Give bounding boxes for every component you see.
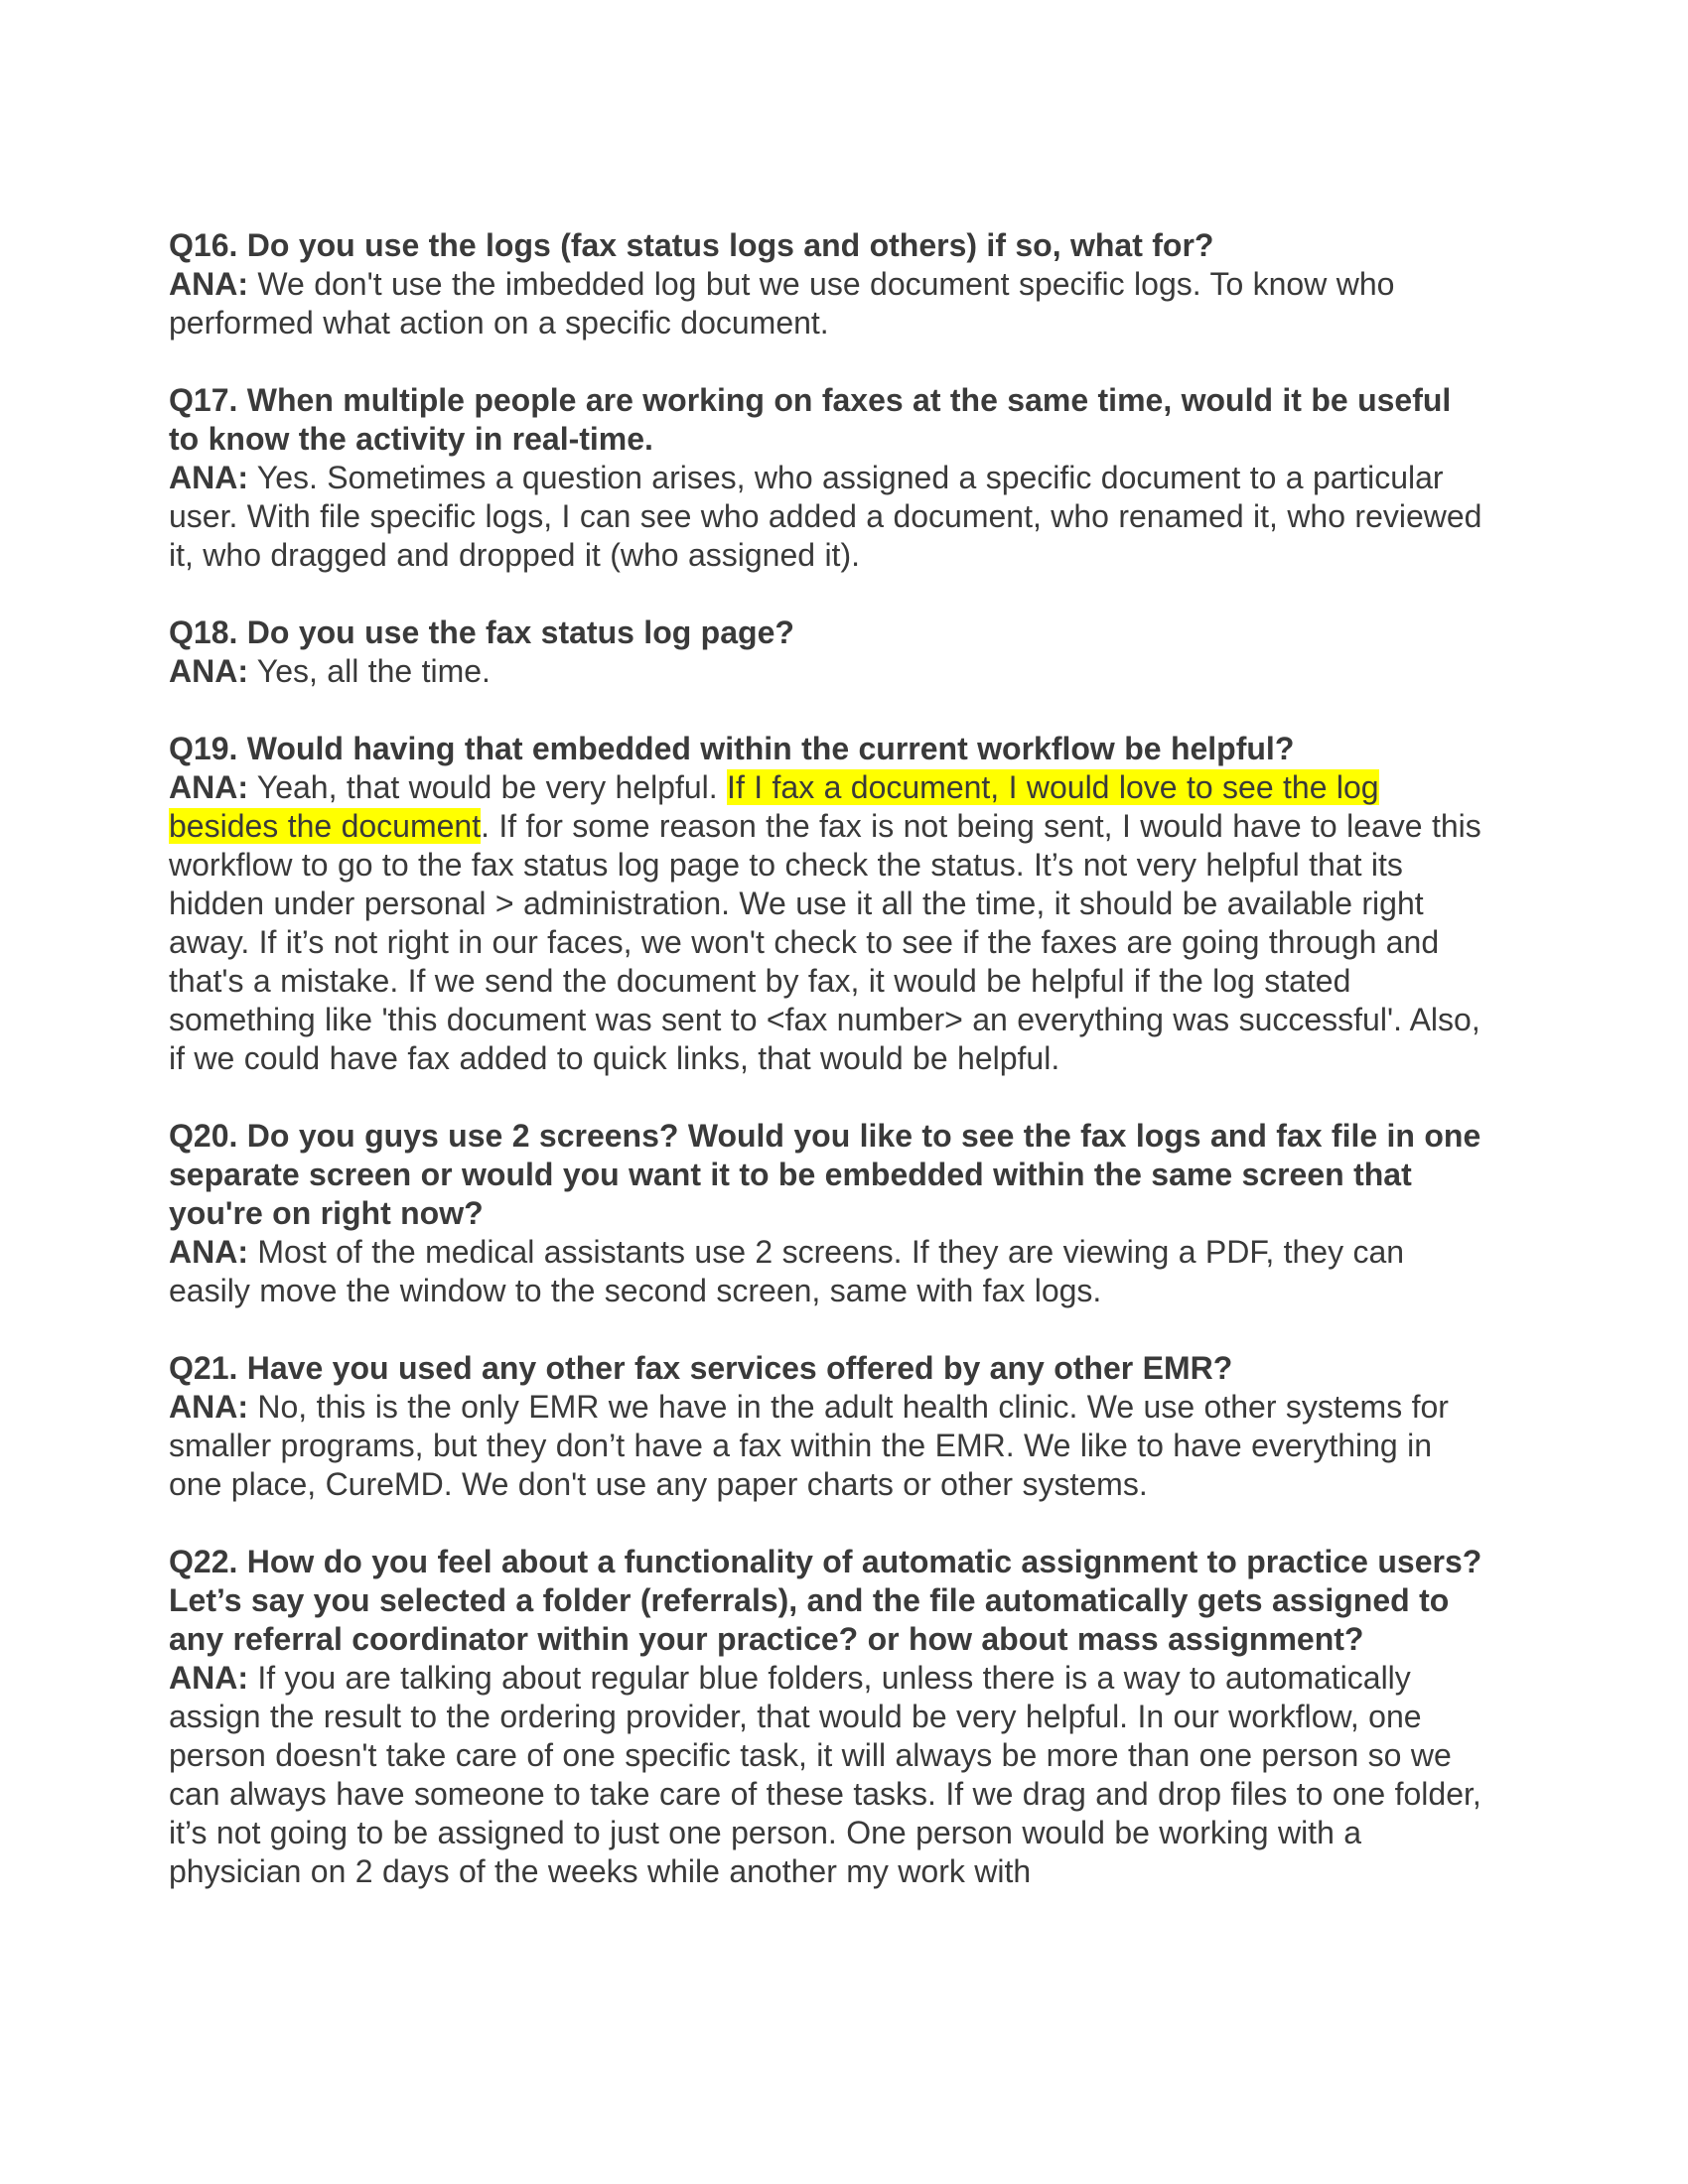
- highlighted-text: If I fax a document, I would love to see the log besides the document: [169, 769, 1379, 844]
- answer-segment: Yes, all the time.: [247, 653, 491, 689]
- qa-transcript: [169, 226, 1489, 1891]
- answer-text-q20: [169, 1233, 1489, 1310]
- answer-segment: If you are talking about regular blue folders, unless there is a way to automatically assign the result to the ordering provider, that would be very helpful. In our workflow, one person doesn't take care of one specific task, it will always be more than one person so we can always have someone to take care of these tasks. If we drag and drop files to one folder, it’s not going to be assigned to just one person. One person would be working with a physician on 2 days of the weeks while another my work with: [169, 1660, 1481, 1889]
- question-text-q19: Q19. Would having that embedded within the current workflow be helpful?: [169, 731, 1295, 766]
- answer-text-q19: [169, 768, 1489, 1078]
- answer-text-q18: [169, 652, 1489, 691]
- answer-text-q21: [169, 1388, 1489, 1504]
- speaker-label: ANA:: [169, 769, 248, 805]
- speaker-label: ANA:: [169, 1234, 248, 1270]
- answer-text-q16: [169, 265, 1489, 342]
- speaker-label: ANA:: [169, 266, 248, 302]
- qa-block-q21: [169, 1349, 1489, 1504]
- question-text-q21: Q21. Have you used any other fax services offered by any other EMR?: [169, 1350, 1233, 1386]
- answer-segment: . If for some reason the fax is not being sent, I would have to leave this workflow to go to the fax status log page to check the status. It’s not very helpful that its hidden under personal > administration. We use it all the time, it should be available right away. If it’s not right in our faces, we won't check to see if the faxes are going through and that's a mistake. If we send the document by fax, it would be helpful if the log stated something like 'this document was sent to <fax number> an everything was successful'. Also, if we could have fax added to quick links, that would be helpful.: [169, 808, 1481, 1076]
- answer-segment: Most of the medical assistants use 2 screens. If they are viewing a PDF, they can easily move the window to the second screen, same with fax logs.: [169, 1234, 1405, 1308]
- answer-text-q22: [169, 1659, 1489, 1891]
- question-text-q18: Q18. Do you use the fax status log page?: [169, 614, 794, 650]
- qa-block-q17: [169, 381, 1489, 575]
- question-text-q20: Q20. Do you guys use 2 screens? Would you like to see the fax logs and fax file in one separate screen or would you want it to be embedded within the same screen that you're on right now?: [169, 1118, 1481, 1231]
- answer-segment: No, this is the only EMR we have in the adult health clinic. We use other systems for smaller programs, but they don’t have a fax within the EMR. We like to have everything in one place, CureMD. We don't use any paper charts or other systems.: [169, 1389, 1449, 1502]
- question-text-q22: Q22. How do you feel about a functionality of automatic assignment to practice users? Let’s say you selected a folder (referrals), and the file automatically gets assigned to any referral coordinator within your practice? or how about mass assignment?: [169, 1544, 1482, 1657]
- qa-block-q19: [169, 730, 1489, 1078]
- speaker-label: ANA:: [169, 653, 248, 689]
- answer-segment: We don't use the imbedded log but we use document specific logs. To know who performed what action on a specific document.: [169, 266, 1395, 341]
- question-text-q16: Q16. Do you use the logs (fax status logs and others) if so, what for?: [169, 227, 1214, 263]
- qa-block-q20: [169, 1117, 1489, 1310]
- qa-block-q16: [169, 226, 1489, 342]
- qa-block-q18: [169, 614, 1489, 691]
- speaker-label: ANA:: [169, 460, 248, 495]
- question-text-q17: Q17. When multiple people are working on faxes at the same time, would it be useful to know the activity in real-time.: [169, 382, 1452, 457]
- answer-text-q17: [169, 459, 1489, 575]
- qa-block-q22: [169, 1543, 1489, 1891]
- answer-segment: Yeah, that would be very helpful.: [247, 769, 728, 805]
- speaker-label: ANA:: [169, 1389, 248, 1425]
- answer-segment: Yes. Sometimes a question arises, who assigned a specific document to a particular user. With file specific logs, I can see who added a document, who renamed it, who reviewed it, who dragged and dropped it (who assigned it).: [169, 460, 1482, 573]
- speaker-label: ANA:: [169, 1660, 248, 1696]
